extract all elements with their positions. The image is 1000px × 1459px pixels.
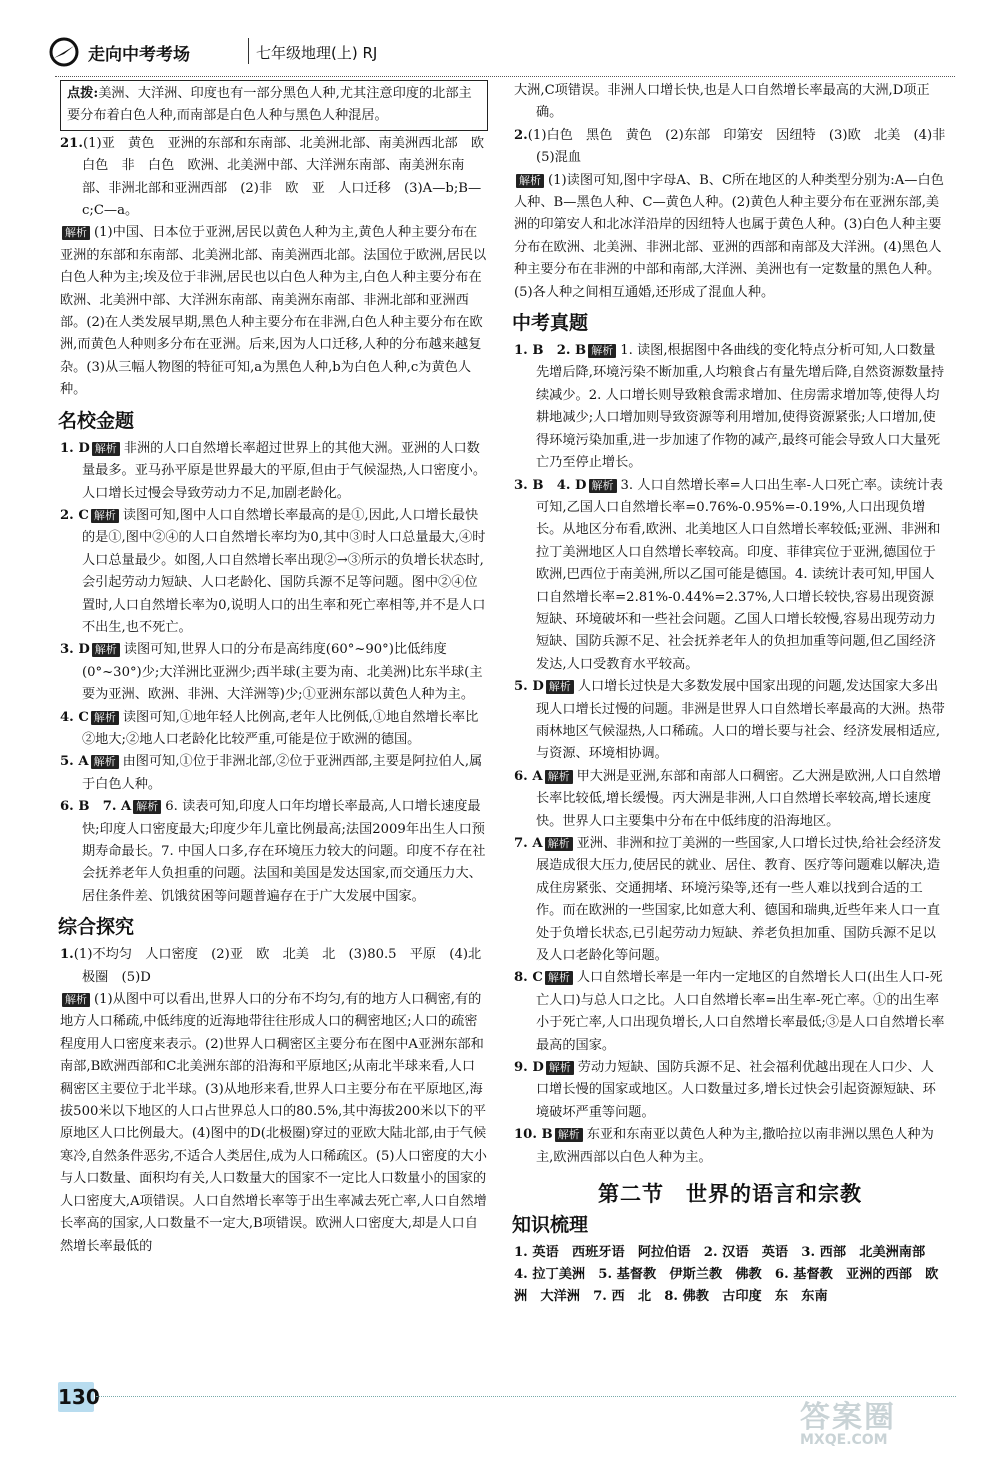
analysis-tag: 解析 [62,226,90,240]
analysis-tag: 解析 [545,770,573,784]
analysis-text: 非洲的人口自然增长率超过世界上的其他大洲。亚洲的人口数量最多。亚马孙平原是世界最大的平原,但由于气候湿热,人口密度小。人口增长过慢会导致劳动力不足,加剧老龄化。 [82,440,487,501]
question-number: 6. B 7. A [60,799,132,815]
analysis-text: 读图可知,①地年轻人比例高,老年人比例低,①地自然增长率比②地大;②地人口老龄化比较严重,可能是位于欧洲的德国。 [82,709,479,747]
question-number: 5. A [60,754,89,770]
list-item [60,639,488,706]
analysis-text: 读图可知,世界人口的分布是高纬度(60°~90°)比低纬度(0°~30°)少;大洋洲比亚洲少;西半球(主要为南、北美洲)比东半球(主要为亚洲、欧洲、非洲、大洋洲等)少;①亚洲东部以黄色人种为主。 [82,642,483,703]
answer-text: (1)白色 黑色 黄色 (2)东部 印第安 因纽特 (3)欧 北美 (4)非 (5)混血 [527,127,959,166]
analysis-tag: 解析 [91,755,119,769]
question-21-answer [60,133,498,223]
analysis-text: 甲大洲是亚洲,东部和南部人口稠密。乙大洲是欧洲,人口自然增长率比较低,增长缓慢。丙大洲是非洲,人口自然增长率较高,增长速度快。世界人口主要集中分布在中低纬度的沿海地区。 [536,768,942,829]
analysis-tag: 解析 [92,442,120,456]
question-2-analysis [514,170,946,304]
analysis-text: 6. 读表可知,印度人口年均增长率最高,人口增长速度最快;印度人口密度最大;印度少年儿童比例最高;法国2009年出生人口预期寿命最长。7. 中国人口多,存在环境压力较大的问题。印度不存在社会抚养老年人负担重的问题。法国和美国是发达国家,而交通压力大、居住条件差、饥饿贫困等问题普遍存在于广大发展中国家。 [82,799,486,904]
brand-logo-icon [48,36,80,68]
chapter-title: 第二节 世界的语言和宗教 [598,1182,862,1207]
section-heading-zhongkao: 中考真题 [512,312,589,335]
watermark-main: 答案圈 [800,1400,896,1435]
question-number: 1. B 2. B [514,343,587,359]
page-number: 130 [58,1385,100,1409]
watermark [800,1392,970,1452]
section-heading-mingxiao: 名校金题 [58,409,135,432]
question-number: 7. A [514,836,543,851]
question-number: 10. B [514,1127,553,1143]
analysis-text: 由图可知,①位于非洲北部,②位于亚洲西部,主要是阿拉伯人,属于白色人种。 [82,754,483,792]
analysis-text: 读图可知,图中人口自然增长率最高的是①,因此,人口增长最快的是①,图中②④的人口自然增长率均为0,其中③时人口总量最大,④时人口总量最少。如图,人口自然增长率出现②→③所示的负增长状态时,会引起劳动力短缺、人口老龄化、国防兵源不足等问题。图中②④位置时,人口自然增长率为0,说明人口的出生率和死亡率相等,并不是人口不出生,也不死亡。 [82,507,486,635]
question-number: 3. D [60,642,90,658]
question-number: 5. D [514,679,544,695]
tip-box [60,80,488,131]
list-item [60,505,488,639]
analysis-text: 人口自然增长率是一年内一定地区的自然增长人口(出生人口-死亡人口)与总人口之比。人口自然增长率=出生率-死亡率。①的出生率小于死亡率,人口出现负增长,人口自然增长率最低;③是人口自然增长率最高的国家。 [536,970,945,1053]
continued-text: 大洲,C项错误。非洲人口增长快,也是人口自然增长率最高的大洲,D项正确。 [514,83,930,121]
question-2-answer [514,125,959,170]
answer-text: (1)亚 黄色 亚洲的东部和东南部、北美洲北部、南美洲西北部 欧 白色 非 白色 欧洲、北美洲中部、大洋洲东南部、南美洲东南部、非洲北部和亚洲西部 (2)非 欧 亚 人口迁移 (3)A—b;B—c;C—a。 [82,135,498,219]
analysis-tag: 解析 [588,344,616,358]
list-item [514,1057,946,1124]
list-item [514,967,946,1057]
header-divider [248,38,249,64]
analysis-text: 亚洲、非洲和拉丁美洲的一些国家,人口增长过快,给社会经济发展造成很大压力,使居民的就业、居住、教育、医疗等问题难以解决,造成住房紧张、交通拥堵、环境污染等,还有一些人难以找到合适的工作。而在欧洲的一些国家,比如意大利、德国和瑞典,近些年来人口一直处于负增长状态,已引起劳动力短缺、养老负担加重、国防兵源不足以及人口老龄化等问题。 [536,836,942,964]
question-number: 1. D [60,440,90,456]
list-item [60,438,488,505]
analysis-tag: 解析 [545,971,573,985]
section-heading-zonghe: 综合探究 [58,916,135,939]
analysis-tag: 解析 [589,479,617,493]
analysis-tag: 解析 [91,711,119,725]
list-item [514,1124,946,1169]
book-title: 七年级地理(上) RJ [256,44,378,62]
page-header [48,30,958,74]
list-item [514,475,946,677]
left-column [58,80,498,1258]
brand-name: 走向中考考场 [88,45,190,65]
tip-text: 美洲、大洋洲、印度也有一部分黑色人种,尤其注意印度的北部主要分布着白色人种,而南部是白色人种与黑色人种混居。 [67,86,472,124]
analysis-text: 3. 人口自然增长率=人口出生率-人口死亡率。读统计表可知,乙国人口自然增长率=0.76%-0.95%=-0.19%,人口出现负增长。从地区分布看,欧洲、北美地区人口自然增长率较低;亚洲、非洲和拉丁美洲地区人口自然增长率较高。印度、菲律宾位于亚洲,德国位于欧洲,巴西位于南美洲,所以乙国可能是德国。4. 读统计表可知,甲国人口自然增长率=2.81%-0.44%=2.37%,人口增长较快,容易出现资源短缺、环境破坏和一些社会问题。乙国人口增长较慢,容易出现劳动力短缺、国防兵源不足、社会抚养老年人的负担加重等问题,但乙国经济发达,人口受教育水平较高。 [536,477,943,672]
analysis-tag: 解析 [545,837,573,851]
zonghe-analysis [60,989,488,1258]
analysis-tag: 解析 [62,993,90,1007]
question-number: 1. [60,947,74,963]
question-number: 8. C [514,970,543,986]
list-item [514,766,946,833]
right-column [512,80,959,1309]
question-number: 6. A [514,768,543,784]
knowledge-summary: 1. 英语 西班牙语 阿拉伯语 2. 汉语 英语 3. 西部 北美洲南部 4. 拉丁美洲 5. 基督教 伊斯兰教 佛教 6. 基督教 亚洲的西部 欧洲 大洋洲 7. 西 北 8. 佛教 古印度 东 东南 [514,1244,939,1305]
question-21-analysis [60,222,488,401]
list-item [60,707,488,752]
answer-text: (1)不均匀 人口密度 (2)亚 欧 北美 北 (3)80.5 平原 (4)北极圈 (5)D [73,947,482,985]
analysis-text: 东亚和东南亚以黄色人种为主,撒哈拉以南非洲以黑色人种为主,欧洲西部以白色人种为主。 [536,1127,934,1165]
list-item [514,676,946,766]
analysis-tag: 解析 [516,174,544,188]
question-number: 2. C [60,507,89,523]
section-heading-zhishi: 知识梳理 [512,1213,589,1236]
analysis-text: 1. 读图,根据图中各曲线的变化特点分析可知,人口数量先增后降,环境污染不断加重,人均粮食占有量先增后降,自然资源数量持续减少。2. 人口增长则导致粮食需求增加、住房需求增加等,使得人均耕地减少;人口增加则导致资源等利用增加,使得资源紧张;人口增加,使得环境污染加重,进一步加速了作物的减产,最终可能会导致人口大量死亡乃至停止增长。 [536,343,945,471]
zonghe-answer [60,944,488,989]
tip-label: 点拨: [67,86,99,101]
question-number: 9. D [514,1060,544,1076]
header-rule [55,76,955,77]
analysis-text: 人口增长过快是大多数发展中国家出现的问题,发达国家大多出现人口增长过慢的问题。非洲是世界人口自然增长率最高的大洲。热带雨林地区气候湿热,人口稀疏。人口的增长要与社会、经济发展相适应,与资源、环境相协调。 [536,679,945,762]
analysis-tag: 解析 [133,800,161,814]
question-number: 21. [60,135,83,151]
list-item [514,340,946,474]
analysis-text: (1)从图中可以看出,世界人口的分布不均匀,有的地方人口稠密,有的地方人口稀疏,中低纬度的近海地带往往形成人口的稠密地区;人口的疏密程度用人口密度来表示。(2)世界人口稠密区主要分布在图中A亚洲东部和南部,B欧洲西部和C北美洲东部的沿海和平原地区;从南北半球来看,人口稠密区主要位于北半球。(3)从地形来看,世界人口主要分布在平原地区,海拔500米以下地区的人口占世界总人口的80.5%,其中海拔200米以下的平原地区人口比例最大。(4)图中的D(北极圈)穿过的亚欧大陆北部,由于气候寒冷,自然条件恶劣,不适合人类居住,成为人口稀疏区。(5)人口密度的大小与人口数量、面积均有关,人口数量大的国家不一定比人口数量小的国家的人口密度大,A项错误。人口自然增长率等于出生率减去死亡率,人口自然增长率高的国家,人口数量不一定大,B项错误。欧洲人口密度大,却是人口自然增长率最低的 [60,992,487,1254]
list-item [514,833,946,967]
analysis-tag: 解析 [555,1128,583,1142]
analysis-text: (1)读图可知,图中字母A、B、C所在地区的人种类型分别为:A—白色人种、B—黑色人种、C—黄色人种。(2)黄色人种主要分布在亚洲东部,美洲的印第安人和北冰洋沿岸的因纽特人也属于黄色人种。(3)白色人种主要分布在欧洲、北美洲、非洲北部、亚洲的西部和南部及大洋洲。(4)黑色人种主要分布在非洲的中部和南部,大洋洲、美洲也有一定数量的黑色人种。(5)各人种之间相互通婚,还形成了混血人种。 [514,172,944,300]
analysis-tag: 解析 [92,643,120,657]
question-number: 2. [514,127,528,143]
analysis-tag: 解析 [91,509,119,523]
list-item [60,796,488,908]
analysis-tag: 解析 [546,680,574,694]
analysis-tag: 解析 [546,1061,574,1075]
question-number: 4. C [60,709,89,725]
watermark-sub: MXQE.COM [800,1432,888,1448]
question-number: 3. B 4. D [514,477,587,493]
list-item [60,751,488,796]
analysis-text: (1)中国、日本位于亚洲,居民以黄色人种为主,黄色人种主要分布在亚洲的东部和东南部、北美洲北部、南美洲西北部。法国位于欧洲,居民以白色人种为主;埃及位于非洲,居民也以白色人种为主,白色人种主要分布在欧洲、北美洲中部、大洋洲东南部、南美洲东南部、非洲北部和亚洲西部。(2)在人类发展早期,黑色人种主要分布在非洲,白色人种主要分布在欧洲,而黄色人种则多分布在亚洲。后来,因为人口迁移,人种的分布越来越复杂。(3)从三幅人物图的特征可知,a为黑色人种,b为白色人种,c为黄色人种。 [60,225,487,398]
analysis-text: 劳动力短缺、国防兵源不足、社会福利优越出现在人口少、人口增长慢的国家或地区。人口数量过多,增长过快会引起资源短缺、环境破坏严重等问题。 [536,1060,936,1120]
